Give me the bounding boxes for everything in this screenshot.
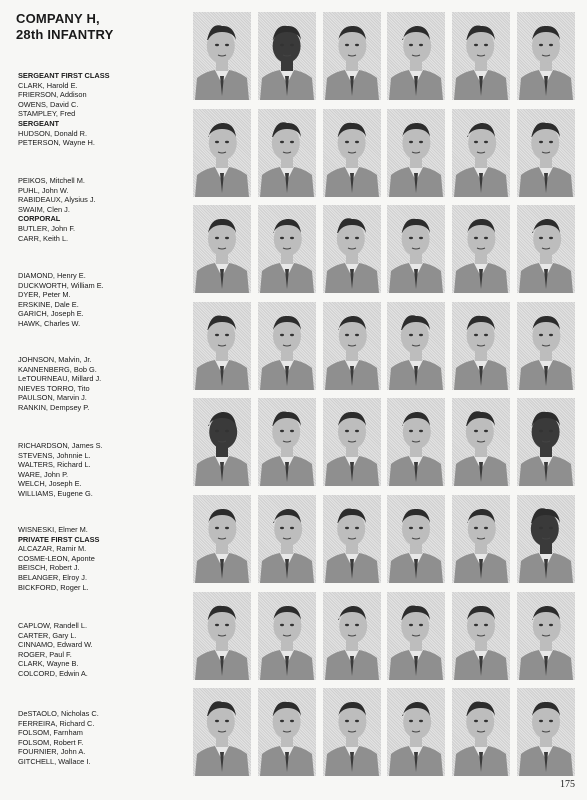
soldier-name: GITCHELL, Wallace I. xyxy=(18,756,91,766)
soldier-name: BUTLER, John F. xyxy=(18,223,76,233)
soldier-name: HUDSON, Donald R. xyxy=(18,128,87,138)
portrait-grid xyxy=(193,12,575,772)
soldier-portrait xyxy=(387,109,445,197)
soldier-portrait xyxy=(452,688,510,776)
soldier-portrait xyxy=(517,495,575,583)
soldier-portrait xyxy=(387,688,445,776)
soldier-name: BICKFORD, Roger L. xyxy=(18,582,89,592)
soldier-portrait xyxy=(452,592,510,680)
soldier-portrait xyxy=(452,495,510,583)
soldier-name: STEVENS, Johnnie L. xyxy=(18,450,91,460)
name-group xyxy=(18,709,190,767)
rank-heading: CORPORAL xyxy=(18,214,61,224)
soldier-portrait xyxy=(387,302,445,390)
soldier-name: COSME-LEON, Aponte xyxy=(18,553,95,563)
soldier-name: PETERSON, Wayne H. xyxy=(18,138,95,148)
soldier-name: PAULSON, Marvin J. xyxy=(18,393,87,403)
soldier-name: BELANGER, Elroy J. xyxy=(18,572,87,582)
soldier-portrait xyxy=(517,12,575,100)
name-group xyxy=(18,441,190,499)
soldier-portrait xyxy=(323,592,381,680)
soldier-portrait xyxy=(323,495,381,583)
soldier-name: ERSKINE, Dale E. xyxy=(18,299,79,309)
soldier-name: ROGER, Paul F. xyxy=(18,649,72,659)
soldier-portrait xyxy=(387,12,445,100)
soldier-name: KANNENBERG, Bob G. xyxy=(18,364,97,374)
soldier-portrait xyxy=(323,205,381,293)
soldier-portrait xyxy=(193,495,251,583)
soldier-portrait xyxy=(323,109,381,197)
soldier-portrait xyxy=(452,302,510,390)
page-title xyxy=(16,11,186,43)
soldier-portrait xyxy=(517,688,575,776)
soldier-name: OWENS, David C. xyxy=(18,99,79,109)
soldier-name: JOHNSON, Malvin, Jr. xyxy=(18,355,92,364)
soldier-name: PEIKOS, Mitchell M. xyxy=(18,176,85,185)
rank-heading: PRIVATE FIRST CLASS xyxy=(18,534,100,544)
soldier-name: ALCAZAR, Ramir M. xyxy=(18,544,87,554)
soldier-portrait xyxy=(258,398,316,486)
soldier-name: WALTERS, Richard L. xyxy=(18,460,91,470)
page-number: 175 xyxy=(560,779,575,790)
soldier-name: CLARK, Wayne B. xyxy=(18,659,79,669)
soldier-name: STAMPLEY, Fred xyxy=(18,109,76,119)
soldier-portrait xyxy=(193,12,251,100)
name-group xyxy=(18,621,190,679)
soldier-portrait xyxy=(193,302,251,390)
soldier-name: PUHL, John W. xyxy=(18,185,69,195)
soldier-name: NIEVES TORRO, Tito xyxy=(18,383,90,393)
soldier-portrait xyxy=(258,205,316,293)
soldier-name: RABIDEAUX, Alysius J. xyxy=(18,195,96,205)
soldier-name: LeTOURNEAU, Millard J. xyxy=(18,374,102,384)
soldier-portrait xyxy=(452,12,510,100)
soldier-name: FOURNIER, John A. xyxy=(18,747,86,757)
soldier-name: DYER, Peter M. xyxy=(18,290,71,300)
soldier-portrait xyxy=(258,302,316,390)
name-group xyxy=(18,71,190,148)
soldier-portrait xyxy=(258,109,316,197)
soldier-name: BEISCH, Robert J. xyxy=(18,563,80,573)
soldier-name: WISNESKI, Elmer M. xyxy=(18,525,88,534)
soldier-name: DUCKWORTH, William E. xyxy=(18,280,104,290)
soldier-portrait xyxy=(323,302,381,390)
soldier-portrait xyxy=(452,205,510,293)
soldier-name: WELCH, Joseph E. xyxy=(18,479,82,489)
soldier-portrait xyxy=(193,109,251,197)
soldier-name: WARE, John P. xyxy=(18,469,69,479)
soldier-name: FOLSOM, Robert F. xyxy=(18,737,84,747)
soldier-name: RANKIN, Dempsey P. xyxy=(18,402,90,412)
soldier-name: HAWK, Charles W. xyxy=(18,318,81,328)
soldier-portrait xyxy=(517,302,575,390)
soldier-portrait xyxy=(387,205,445,293)
name-group xyxy=(18,176,190,243)
soldier-portrait xyxy=(258,12,316,100)
title-line-1: COMPANY H, xyxy=(16,11,100,26)
soldier-name: DeSTAOLO, Nicholas C. xyxy=(18,709,99,718)
soldier-portrait xyxy=(258,688,316,776)
soldier-name: FRIERSON, Addison xyxy=(18,90,87,100)
name-group xyxy=(18,355,190,413)
soldier-portrait xyxy=(193,688,251,776)
soldier-portrait xyxy=(452,109,510,197)
name-group xyxy=(18,271,190,329)
soldier-portrait xyxy=(323,12,381,100)
soldier-portrait xyxy=(517,398,575,486)
soldier-portrait xyxy=(193,592,251,680)
name-group xyxy=(18,525,190,592)
soldier-portrait xyxy=(258,592,316,680)
soldier-name: CAPLOW, Randell L. xyxy=(18,621,88,630)
soldier-portrait xyxy=(323,688,381,776)
soldier-name: FOLSOM, Farnham xyxy=(18,728,83,738)
soldier-name: CARR, Keith L. xyxy=(18,233,69,243)
soldier-name: COLCORD, Edwin A. xyxy=(18,668,88,678)
soldier-name: CARTER, Gary L. xyxy=(18,630,77,640)
rank-heading: SERGEANT FIRST CLASS xyxy=(18,71,110,80)
rank-heading: SERGEANT xyxy=(18,118,60,128)
soldier-portrait xyxy=(387,592,445,680)
soldier-name: FERREIRA, Richard C. xyxy=(18,718,95,728)
soldier-name: RICHARDSON, James S. xyxy=(18,441,103,450)
soldier-name: CLARK, Harold E. xyxy=(18,80,78,90)
soldier-portrait xyxy=(258,495,316,583)
soldier-portrait xyxy=(517,109,575,197)
soldier-portrait xyxy=(193,205,251,293)
soldier-name: CINNAMO, Edward W. xyxy=(18,640,93,650)
soldier-portrait xyxy=(323,398,381,486)
soldier-portrait xyxy=(517,205,575,293)
soldier-name: WILLIAMS, Eugene G. xyxy=(18,488,93,498)
soldier-portrait xyxy=(452,398,510,486)
soldier-portrait xyxy=(387,495,445,583)
soldier-portrait xyxy=(387,398,445,486)
title-line-2: 28th INFANTRY xyxy=(16,27,114,42)
soldier-portrait xyxy=(193,398,251,486)
soldier-name: SWAIM, Clen J. xyxy=(18,204,70,214)
soldier-portrait xyxy=(517,592,575,680)
soldier-name: DIAMOND, Henry E. xyxy=(18,271,86,280)
soldier-name: GARICH, Joseph E. xyxy=(18,309,84,319)
